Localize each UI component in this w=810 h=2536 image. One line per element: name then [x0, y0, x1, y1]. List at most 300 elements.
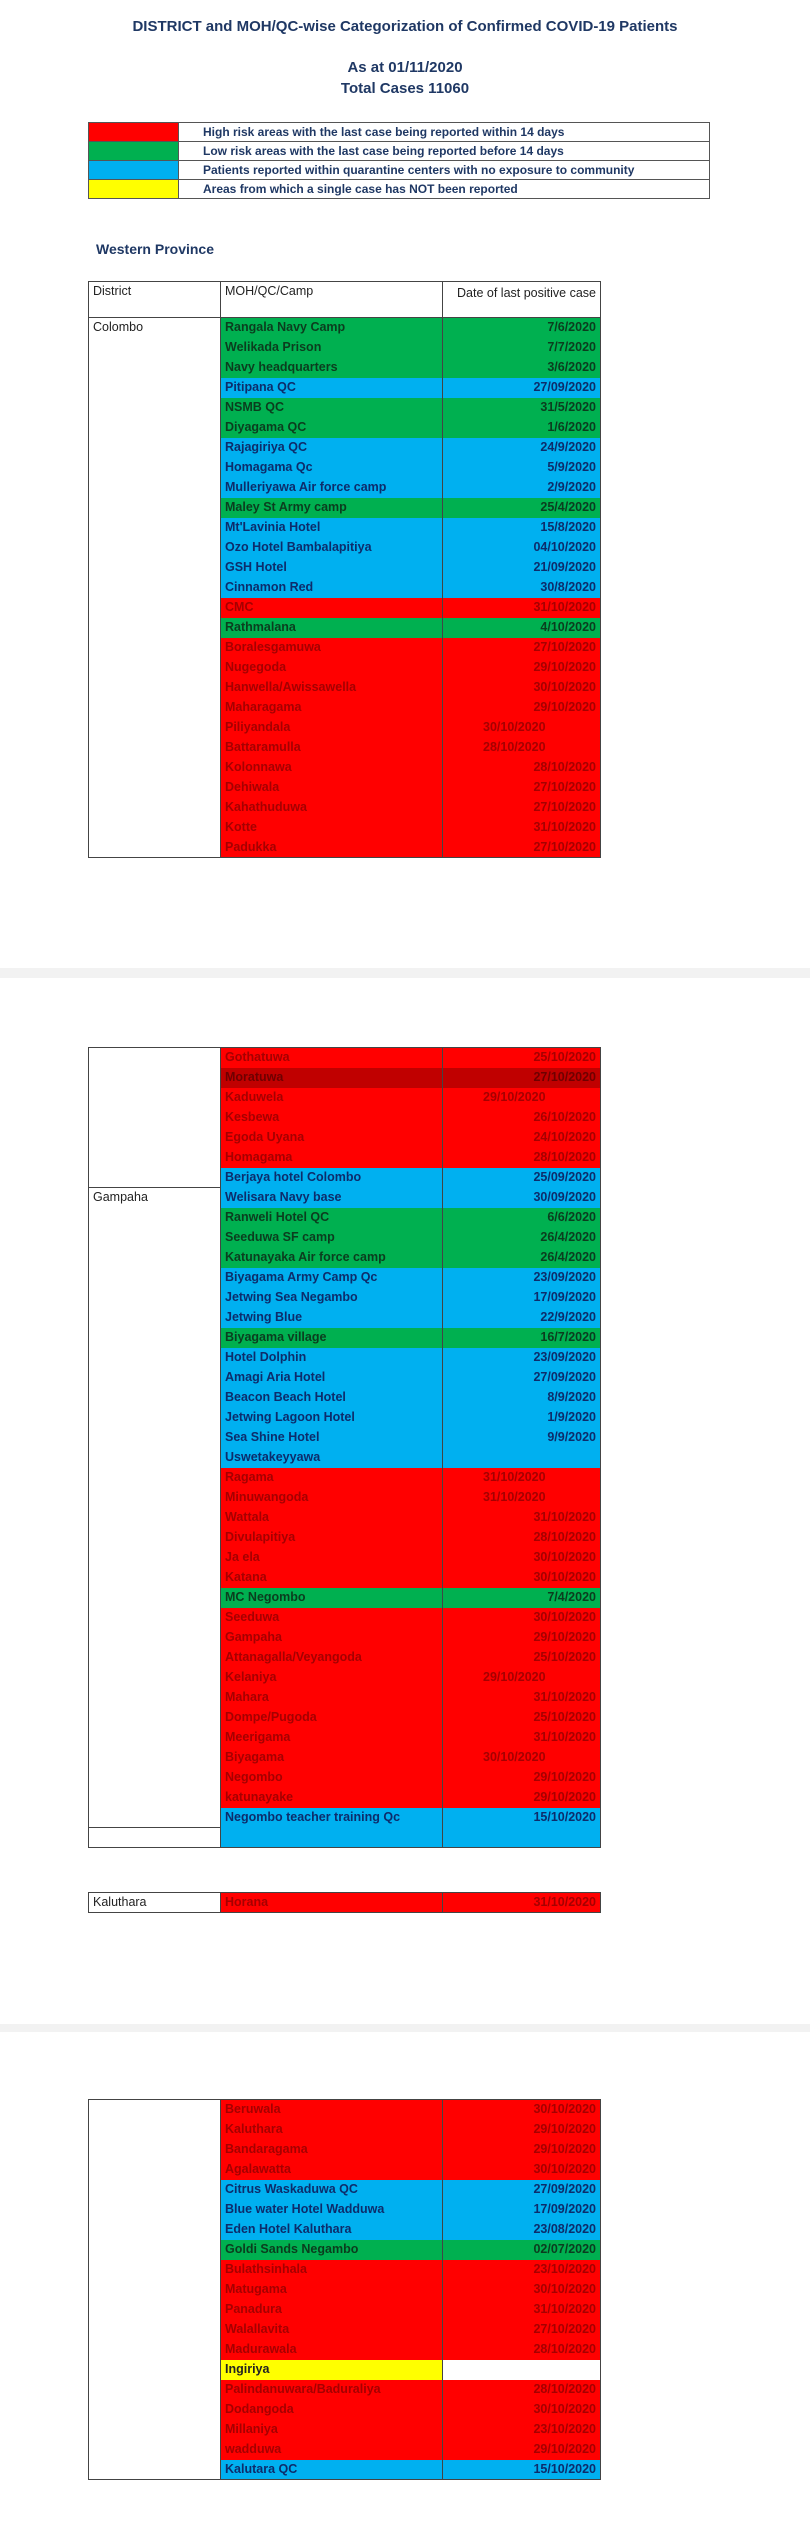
date-cell: 04/10/2020	[443, 538, 601, 558]
district-cell	[89, 2180, 221, 2200]
date-cell: 8/9/2020	[443, 1388, 601, 1408]
date-cell: 27/10/2020	[443, 838, 601, 858]
table-row	[89, 1448, 601, 1468]
date-cell: 31/10/2020	[443, 1468, 601, 1488]
date-cell: 29/10/2020	[443, 1668, 601, 1688]
legend-text: Low risk areas with the last case being reported before 14 days	[179, 142, 710, 161]
table-row	[89, 1148, 601, 1168]
district-cell	[89, 1588, 221, 1608]
table-row	[89, 2300, 601, 2320]
table-row	[89, 358, 601, 378]
date-cell: 26/4/2020	[443, 1248, 601, 1268]
district-cell	[89, 1268, 221, 1288]
moh-cell: Welikada Prison	[221, 338, 443, 358]
moh-cell: Ja ela	[221, 1548, 443, 1568]
table-row	[89, 558, 601, 578]
moh-cell: Biyagama village	[221, 1328, 443, 1348]
moh-cell: Katana	[221, 1568, 443, 1588]
moh-cell: Dodangoda	[221, 2400, 443, 2420]
district-cell	[89, 1508, 221, 1528]
moh-cell: Madurawala	[221, 2340, 443, 2360]
moh-cell: Padukka	[221, 838, 443, 858]
district-cell	[89, 2100, 221, 2120]
date-cell: 31/10/2020	[443, 598, 601, 618]
date-cell: 23/10/2020	[443, 2260, 601, 2280]
district-cell	[89, 818, 221, 838]
date-cell	[443, 1828, 601, 1848]
date-cell: 31/5/2020	[443, 398, 601, 418]
table-row	[89, 638, 601, 658]
district-cell	[89, 558, 221, 578]
table-row	[89, 2280, 601, 2300]
moh-cell: Ingiriya	[221, 2360, 443, 2380]
moh-cell: Ozo Hotel Bambalapitiya	[221, 538, 443, 558]
table-row	[89, 2380, 601, 2400]
moh-cell: Beruwala	[221, 2100, 443, 2120]
date-cell: 27/10/2020	[443, 798, 601, 818]
table-row	[89, 2440, 601, 2460]
moh-cell: Navy headquarters	[221, 358, 443, 378]
moh-cell: Homagama Qc	[221, 458, 443, 478]
date-cell: 25/4/2020	[443, 498, 601, 518]
moh-cell: Panadura	[221, 2300, 443, 2320]
district-cell	[89, 2160, 221, 2180]
district-cell	[89, 1488, 221, 1508]
moh-cell: Blue water Hotel Wadduwa	[221, 2200, 443, 2220]
moh-cell: Kaluthara	[221, 2120, 443, 2140]
date-cell: 7/7/2020	[443, 338, 601, 358]
district-cell	[89, 398, 221, 418]
district-cell	[89, 418, 221, 438]
table-row	[89, 2240, 601, 2260]
moh-cell: Bandaragama	[221, 2140, 443, 2160]
legend-swatch	[89, 142, 179, 161]
date-cell: 30/09/2020	[443, 1188, 601, 1208]
table-row	[89, 1228, 601, 1248]
district-cell	[89, 1828, 221, 1848]
date-cell: 29/10/2020	[443, 658, 601, 678]
table-row	[89, 1893, 601, 1913]
table-row	[89, 1688, 601, 1708]
district-cell	[89, 658, 221, 678]
moh-cell: Palindanuwara/Baduraliya	[221, 2380, 443, 2400]
district-cell	[89, 1688, 221, 1708]
district-table-page3	[88, 2099, 601, 2480]
date-cell: 28/10/2020	[443, 738, 601, 758]
moh-cell: Ranweli Hotel QC	[221, 1208, 443, 1228]
moh-cell: MC Negombo	[221, 1588, 443, 1608]
table-row	[89, 1348, 601, 1368]
moh-cell: Jetwing Lagoon Hotel	[221, 1408, 443, 1428]
table-row	[89, 478, 601, 498]
district-cell	[89, 1048, 221, 1068]
district-cell	[89, 438, 221, 458]
moh-cell: Gampaha	[221, 1628, 443, 1648]
table-row	[89, 2420, 601, 2440]
table-row	[89, 2180, 601, 2200]
district-cell	[89, 2280, 221, 2300]
table-row	[89, 338, 601, 358]
moh-cell: Millaniya	[221, 2420, 443, 2440]
district-cell: Kaluthara	[89, 1893, 221, 1913]
moh-cell: Biyagama	[221, 1748, 443, 1768]
moh-cell: Jetwing Sea Negambo	[221, 1288, 443, 1308]
table-row	[89, 1648, 601, 1668]
district-cell	[89, 358, 221, 378]
moh-cell: Kahathuduwa	[221, 798, 443, 818]
district-cell	[89, 618, 221, 638]
district-cell	[89, 1288, 221, 1308]
table-row	[89, 518, 601, 538]
district-cell	[89, 838, 221, 858]
table-row	[89, 418, 601, 438]
district-cell	[89, 1748, 221, 1768]
district-cell	[89, 678, 221, 698]
moh-cell: wadduwa	[221, 2440, 443, 2460]
date-cell: 1/6/2020	[443, 418, 601, 438]
moh-cell: Diyagama QC	[221, 418, 443, 438]
table-row	[89, 1328, 601, 1348]
moh-cell: Dompe/Pugoda	[221, 1708, 443, 1728]
moh-cell: Citrus Waskaduwa QC	[221, 2180, 443, 2200]
table-row	[89, 1048, 601, 1068]
district-table-page2	[88, 1047, 601, 1848]
moh-cell: Attanagalla/Veyangoda	[221, 1648, 443, 1668]
date-cell: 30/10/2020	[443, 2400, 601, 2420]
district-cell	[89, 518, 221, 538]
table-row	[89, 578, 601, 598]
legend-text: Areas from which a single case has NOT been reported	[179, 180, 710, 199]
table-row	[89, 598, 601, 618]
district-cell	[89, 2140, 221, 2160]
legend-swatch	[89, 123, 179, 142]
moh-cell: Jetwing Blue	[221, 1308, 443, 1328]
moh-cell: Rajagiriya QC	[221, 438, 443, 458]
page-gap	[0, 2024, 810, 2032]
date-cell: 7/4/2020	[443, 1588, 601, 1608]
table-row	[89, 1288, 601, 1308]
date-cell: 29/10/2020	[443, 1628, 601, 1648]
date-cell: 4/10/2020	[443, 618, 601, 638]
table-row	[89, 1408, 601, 1428]
moh-cell: Seeduwa SF camp	[221, 1228, 443, 1248]
moh-cell: Hotel Dolphin	[221, 1348, 443, 1368]
table-row	[89, 458, 601, 478]
table-row	[89, 1188, 601, 1208]
district-cell	[89, 1128, 221, 1148]
date-cell: 7/6/2020	[443, 318, 601, 338]
table-row	[89, 1208, 601, 1228]
table-row	[89, 1128, 601, 1148]
table-row	[89, 498, 601, 518]
moh-cell: Egoda Uyana	[221, 1128, 443, 1148]
moh-cell: Rangala Navy Camp	[221, 318, 443, 338]
table-row	[89, 2260, 601, 2280]
district-cell	[89, 698, 221, 718]
moh-cell: Bulathsinhala	[221, 2260, 443, 2280]
table-row	[89, 778, 601, 798]
date-cell: 29/10/2020	[443, 2120, 601, 2140]
district-cell	[89, 338, 221, 358]
district-cell	[89, 1408, 221, 1428]
table-row	[89, 1668, 601, 1688]
moh-cell: Berjaya hotel Colombo	[221, 1168, 443, 1188]
district-cell	[89, 1648, 221, 1668]
moh-cell: Mulleriyawa Air force camp	[221, 478, 443, 498]
date-cell: 30/10/2020	[443, 1548, 601, 1568]
district-cell	[89, 1628, 221, 1648]
district-table-page1	[88, 281, 601, 858]
date-cell: 26/10/2020	[443, 1108, 601, 1128]
moh-cell: Katunayaka Air force camp	[221, 1248, 443, 1268]
moh-cell: Moratuwa	[221, 1068, 443, 1088]
district-cell	[89, 2120, 221, 2140]
table-row	[89, 1268, 601, 1288]
moh-cell: Maley St Army camp	[221, 498, 443, 518]
date-cell: 02/07/2020	[443, 2240, 601, 2260]
moh-cell	[221, 1828, 443, 1848]
district-cell	[89, 2460, 221, 2480]
district-cell	[89, 2220, 221, 2240]
date-cell: 30/10/2020	[443, 1608, 601, 1628]
date-cell: 1/9/2020	[443, 1408, 601, 1428]
legend-swatch	[89, 161, 179, 180]
moh-cell: Matugama	[221, 2280, 443, 2300]
legend-table	[88, 122, 710, 199]
date-header: Date of last positive case	[443, 282, 601, 318]
legend-row	[89, 161, 710, 180]
table-row	[89, 318, 601, 338]
date-cell: 25/10/2020	[443, 1648, 601, 1668]
date-cell: 28/10/2020	[443, 1148, 601, 1168]
district-cell	[89, 1328, 221, 1348]
date-cell: 15/10/2020	[443, 2460, 601, 2480]
date-cell: 23/10/2020	[443, 2420, 601, 2440]
table-row	[89, 838, 601, 858]
moh-cell: Kotte	[221, 818, 443, 838]
date-cell: 28/10/2020	[443, 2340, 601, 2360]
table-row	[89, 1308, 601, 1328]
table-row	[89, 2460, 601, 2480]
table-row	[89, 1628, 601, 1648]
table-row	[89, 1548, 601, 1568]
district-cell	[89, 1148, 221, 1168]
table-row	[89, 1488, 601, 1508]
district-cell	[89, 1808, 221, 1828]
district-cell: Gampaha	[89, 1188, 221, 1208]
district-cell	[89, 578, 221, 598]
table-row	[89, 1088, 601, 1108]
district-cell	[89, 1308, 221, 1328]
date-cell: 3/6/2020	[443, 358, 601, 378]
table-row	[89, 1748, 601, 1768]
district-cell	[89, 1548, 221, 1568]
table-row	[89, 2120, 601, 2140]
date-cell: 23/09/2020	[443, 1348, 601, 1368]
table-row	[89, 618, 601, 638]
district-cell	[89, 1728, 221, 1748]
table-row	[89, 1768, 601, 1788]
district-cell	[89, 1348, 221, 1368]
district-cell	[89, 1368, 221, 1388]
district-header: District	[89, 282, 221, 318]
district-cell: Colombo	[89, 318, 221, 338]
date-cell: 27/09/2020	[443, 1368, 601, 1388]
document-title: DISTRICT and MOH/QC-wise Categorization of Confirmed COVID-19 Patients	[132, 18, 678, 35]
moh-cell: Mt'Lavinia Hotel	[221, 518, 443, 538]
table-row	[89, 2340, 601, 2360]
table-row	[89, 1428, 601, 1448]
table-row	[89, 1108, 601, 1128]
as-at-date: As at 01/11/2020	[347, 59, 463, 76]
table-row	[89, 1588, 601, 1608]
date-cell: 25/10/2020	[443, 1708, 601, 1728]
date-cell: 31/10/2020	[443, 1893, 601, 1913]
date-cell: 31/10/2020	[443, 818, 601, 838]
moh-cell: Negombo teacher training Qc	[221, 1808, 443, 1828]
district-cell	[89, 1228, 221, 1248]
table-row	[89, 1168, 601, 1188]
table-row	[89, 1248, 601, 1268]
date-cell: 29/10/2020	[443, 698, 601, 718]
moh-cell: Sea Shine Hotel	[221, 1428, 443, 1448]
date-cell: 27/10/2020	[443, 638, 601, 658]
province-heading: Western Province	[96, 241, 215, 257]
table-row	[89, 1828, 601, 1848]
table-row	[89, 738, 601, 758]
kaluthara-table-page2	[88, 1892, 601, 1913]
district-cell	[89, 1248, 221, 1268]
date-cell: 21/09/2020	[443, 558, 601, 578]
date-cell: 30/10/2020	[443, 2160, 601, 2180]
moh-header: MOH/QC/Camp	[221, 282, 443, 318]
moh-cell: Kolonnawa	[221, 758, 443, 778]
date-cell: 15/8/2020	[443, 518, 601, 538]
district-cell	[89, 1468, 221, 1488]
date-cell: 2/9/2020	[443, 478, 601, 498]
district-cell	[89, 2320, 221, 2340]
moh-cell: Mahara	[221, 1688, 443, 1708]
date-cell: 23/08/2020	[443, 2220, 601, 2240]
date-cell: 31/10/2020	[443, 2300, 601, 2320]
table-row	[89, 798, 601, 818]
moh-cell: Gothatuwa	[221, 1048, 443, 1068]
district-cell	[89, 1708, 221, 1728]
district-cell	[89, 1088, 221, 1108]
date-cell: 28/10/2020	[443, 2380, 601, 2400]
moh-cell: GSH Hotel	[221, 558, 443, 578]
district-cell	[89, 1788, 221, 1808]
date-cell: 30/10/2020	[443, 678, 601, 698]
date-cell: 17/09/2020	[443, 2200, 601, 2220]
table-row	[89, 2360, 601, 2380]
district-cell	[89, 1608, 221, 1628]
district-cell	[89, 2340, 221, 2360]
date-cell: 24/9/2020	[443, 438, 601, 458]
date-cell: 30/10/2020	[443, 1568, 601, 1588]
table-row	[89, 818, 601, 838]
moh-cell: Meerigama	[221, 1728, 443, 1748]
total-cases: Total Cases 11060	[340, 80, 470, 97]
moh-cell: Goldi Sands Negambo	[221, 2240, 443, 2260]
moh-cell: Piliyandala	[221, 718, 443, 738]
district-cell	[89, 638, 221, 658]
date-cell: 28/10/2020	[443, 1528, 601, 1548]
date-cell: 27/09/2020	[443, 2180, 601, 2200]
district-cell	[89, 1208, 221, 1228]
moh-cell: Rathmalana	[221, 618, 443, 638]
moh-cell: Boralesgamuwa	[221, 638, 443, 658]
district-cell	[89, 1388, 221, 1408]
district-cell	[89, 538, 221, 558]
moh-cell: Beacon Beach Hotel	[221, 1388, 443, 1408]
table-row	[89, 718, 601, 738]
table-row	[89, 2400, 601, 2420]
moh-cell: Horana	[221, 1893, 443, 1913]
date-cell: 29/10/2020	[443, 1768, 601, 1788]
district-cell	[89, 1768, 221, 1788]
district-cell	[89, 2400, 221, 2420]
date-cell: 28/10/2020	[443, 758, 601, 778]
date-cell	[443, 1448, 601, 1468]
date-cell: 27/09/2020	[443, 378, 601, 398]
legend-row	[89, 180, 710, 199]
table-row	[89, 438, 601, 458]
date-cell: 27/10/2020	[443, 778, 601, 798]
table-row	[89, 2160, 601, 2180]
date-cell: 30/8/2020	[443, 578, 601, 598]
legend-row	[89, 142, 710, 161]
table-row	[89, 1608, 601, 1628]
moh-cell: Kesbewa	[221, 1108, 443, 1128]
legend-text: Patients reported within quarantine centers with no exposure to community	[179, 161, 710, 180]
date-cell: 25/10/2020	[443, 1048, 601, 1068]
district-cell	[89, 458, 221, 478]
date-cell: 31/10/2020	[443, 1728, 601, 1748]
moh-cell: Kalutara QC	[221, 2460, 443, 2480]
moh-cell: Kaduwela	[221, 1088, 443, 1108]
district-cell	[89, 1668, 221, 1688]
district-cell	[89, 1568, 221, 1588]
date-cell: 27/10/2020	[443, 1068, 601, 1088]
date-cell: 30/10/2020	[443, 2100, 601, 2120]
moh-cell: Wattala	[221, 1508, 443, 1528]
moh-cell: Maharagama	[221, 698, 443, 718]
table-row	[89, 1068, 601, 1088]
table-row	[89, 698, 601, 718]
district-cell	[89, 1448, 221, 1468]
legend-text: High risk areas with the last case being reported within 14 days	[179, 123, 710, 142]
table-header-row	[89, 282, 601, 318]
district-cell	[89, 498, 221, 518]
date-cell: 6/6/2020	[443, 1208, 601, 1228]
date-cell: 5/9/2020	[443, 458, 601, 478]
table-row	[89, 1368, 601, 1388]
table-row	[89, 2320, 601, 2340]
table-row	[89, 678, 601, 698]
moh-cell: Divulapitiya	[221, 1528, 443, 1548]
moh-cell: Cinnamon Red	[221, 578, 443, 598]
moh-cell: Welisara Navy base	[221, 1188, 443, 1208]
table-row	[89, 538, 601, 558]
date-cell: 15/10/2020	[443, 1808, 601, 1828]
moh-cell: Uswetakeyyawa	[221, 1448, 443, 1468]
district-cell	[89, 2300, 221, 2320]
date-cell: 22/9/2020	[443, 1308, 601, 1328]
date-cell: 31/10/2020	[443, 1688, 601, 1708]
date-cell: 29/10/2020	[443, 2440, 601, 2460]
moh-cell: Battaramulla	[221, 738, 443, 758]
